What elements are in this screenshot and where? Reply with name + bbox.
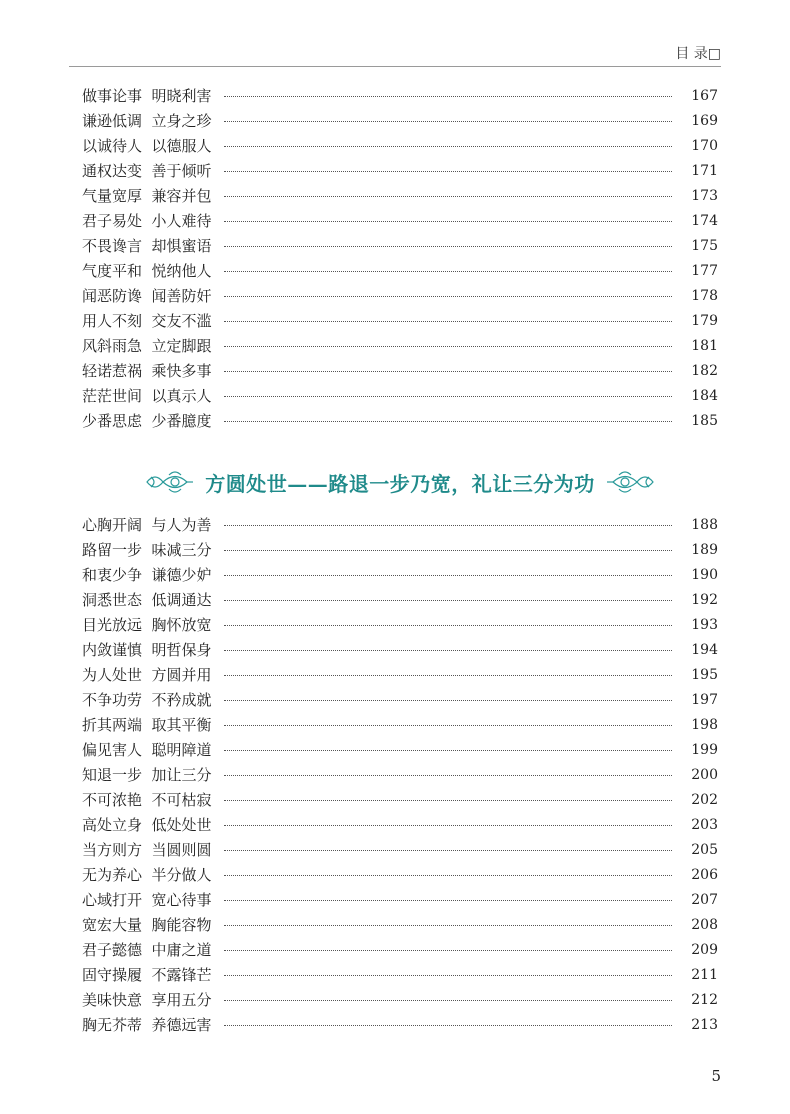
toc-entry-title: 目光放远 胸怀放宽 — [82, 616, 212, 634]
toc-entry-page: 198 — [691, 716, 718, 733]
toc-entry[interactable] — [82, 208, 718, 233]
toc-entry[interactable] — [82, 1012, 718, 1037]
dot-leader — [224, 146, 672, 147]
toc-entry[interactable] — [82, 712, 718, 737]
toc-entry-title: 做事论事 明晓利害 — [82, 87, 212, 105]
toc-entry-title: 气度平和 悦纳他人 — [82, 262, 212, 280]
toc-entry[interactable] — [82, 233, 718, 258]
toc-entry-page: 208 — [691, 916, 718, 933]
toc-entry-page: 212 — [691, 991, 718, 1008]
toc-entry[interactable] — [82, 837, 718, 862]
dot-leader — [224, 825, 672, 826]
dot-leader — [224, 775, 672, 776]
toc-entry[interactable] — [82, 887, 718, 912]
toc-entry-page: 193 — [691, 616, 718, 633]
toc-entry-title: 当方则方 当圆则圆 — [82, 841, 212, 859]
dot-leader — [224, 396, 672, 397]
section-title: 方圆处世——路退一步乃宽，礼让三分为功 — [205, 471, 595, 496]
toc-entry-title: 心胸开阔 与人为善 — [82, 516, 212, 534]
dot-leader — [224, 575, 672, 576]
toc-entry-title: 用人不刻 交友不滥 — [82, 312, 212, 330]
chapter-mark: 目 录□ — [675, 46, 721, 62]
toc-entry[interactable] — [82, 912, 718, 937]
scroll-ornament-icon — [605, 469, 655, 495]
toc-entry-page: 202 — [691, 791, 718, 808]
toc-entry-page: 178 — [691, 287, 718, 304]
dot-leader — [224, 121, 672, 122]
toc-entry-title: 无为养心 半分做人 — [82, 866, 212, 884]
toc-entry-title: 高处立身 低处处世 — [82, 816, 212, 834]
toc-entry-title: 通权达变 善于倾听 — [82, 162, 212, 180]
dot-leader — [224, 1000, 672, 1001]
dot-leader — [224, 850, 672, 851]
toc-entry-page: 181 — [691, 337, 718, 354]
toc-entry-page: 199 — [691, 741, 718, 758]
toc-entry-title: 君子懿德 中庸之道 — [82, 941, 212, 959]
toc-entry-title: 茫茫世间 以真示人 — [82, 387, 212, 405]
dot-leader — [224, 371, 672, 372]
dot-leader — [224, 525, 672, 526]
dot-leader — [224, 625, 672, 626]
toc-entry-page: 190 — [691, 566, 718, 583]
toc-entry[interactable] — [82, 358, 718, 383]
page-number: 5 — [711, 1067, 721, 1085]
toc-entry-page: 188 — [691, 516, 718, 533]
toc-entry[interactable] — [82, 862, 718, 887]
toc-entry[interactable] — [82, 133, 718, 158]
toc-entry-page: 184 — [691, 387, 718, 404]
section-heading — [82, 458, 718, 506]
toc-entry-title: 少番思虑 少番臆度 — [82, 412, 212, 430]
toc-entry-title: 为人处世 方圆并用 — [82, 666, 212, 684]
dot-leader — [224, 346, 672, 347]
toc-entry[interactable] — [82, 762, 718, 787]
toc-entry-page: 175 — [691, 237, 718, 254]
toc-entry-page: 209 — [691, 941, 718, 958]
toc-entry-title: 以诚待人 以德服人 — [82, 137, 212, 155]
toc-entry-title: 美味快意 享用五分 — [82, 991, 212, 1009]
toc-entry-title: 内敛谨慎 明哲保身 — [82, 641, 212, 659]
toc-entry-title: 知退一步 加让三分 — [82, 766, 212, 784]
toc-entry-page: 169 — [691, 112, 718, 129]
dot-leader — [224, 550, 672, 551]
toc-entry-title: 君子易处 小人难待 — [82, 212, 212, 230]
toc-entry-page: 194 — [691, 641, 718, 658]
dot-leader — [224, 271, 672, 272]
toc-entry-title: 风斜雨急 立定脚跟 — [82, 337, 212, 355]
toc-entry-title: 闻恶防谗 闻善防奸 — [82, 287, 212, 305]
toc-entry-title: 宽宏大量 胸能容物 — [82, 916, 212, 934]
toc-entry[interactable] — [82, 108, 718, 133]
toc-entry[interactable] — [82, 587, 718, 612]
toc-section-2 — [82, 512, 718, 1037]
toc-entry[interactable] — [82, 258, 718, 283]
toc-entry-page: 189 — [691, 541, 718, 558]
toc-entry[interactable] — [82, 308, 718, 333]
toc-entry-title: 偏见害人 聪明障道 — [82, 741, 212, 759]
header-rule — [69, 66, 721, 67]
dot-leader — [224, 1025, 672, 1026]
toc-section-1 — [82, 83, 718, 433]
toc-entry-page: 179 — [691, 312, 718, 329]
toc-entry[interactable] — [82, 183, 718, 208]
toc-entry-title: 路留一步 味减三分 — [82, 541, 212, 559]
toc-entry-page: 213 — [691, 1016, 718, 1033]
toc-entry-page: 167 — [691, 87, 718, 104]
dot-leader — [224, 750, 672, 751]
dot-leader — [224, 421, 672, 422]
toc-entry-page: 185 — [691, 412, 718, 429]
toc-entry[interactable] — [82, 83, 718, 108]
toc-entry-page: 197 — [691, 691, 718, 708]
dot-leader — [224, 296, 672, 297]
dot-leader — [224, 800, 672, 801]
toc-entry[interactable] — [82, 687, 718, 712]
toc-entry-page: 207 — [691, 891, 718, 908]
dot-leader — [224, 675, 672, 676]
toc-entry[interactable] — [82, 737, 718, 762]
dot-leader — [224, 96, 672, 97]
toc-entry[interactable] — [82, 512, 718, 537]
dot-leader — [224, 196, 672, 197]
toc-entry[interactable] — [82, 812, 718, 837]
dot-leader — [224, 900, 672, 901]
toc-entry-title: 气量宽厚 兼容并包 — [82, 187, 212, 205]
dot-leader — [224, 221, 672, 222]
toc-entry-title: 和衷少争 谦德少妒 — [82, 566, 212, 584]
scroll-ornament-icon — [145, 469, 195, 495]
toc-entry-page: 192 — [691, 591, 718, 608]
toc-entry-page: 200 — [691, 766, 718, 783]
toc-entry[interactable] — [82, 662, 718, 687]
toc-entry[interactable] — [82, 537, 718, 562]
toc-entry[interactable] — [82, 158, 718, 183]
toc-entry[interactable] — [82, 962, 718, 987]
toc-entry-page: 205 — [691, 841, 718, 858]
toc-entry-page: 170 — [691, 137, 718, 154]
dot-leader — [224, 975, 672, 976]
dot-leader — [224, 600, 672, 601]
dot-leader — [224, 725, 672, 726]
toc-entry-page: 206 — [691, 866, 718, 883]
toc-list — [82, 83, 718, 433]
toc-entry[interactable] — [82, 787, 718, 812]
toc-entry-title: 洞悉世态 低调通达 — [82, 591, 212, 609]
toc-entry-title: 不畏谗言 却惧蜜语 — [82, 237, 212, 255]
dot-leader — [224, 246, 672, 247]
toc-entry-title: 胸无芥蒂 养德远害 — [82, 1016, 212, 1034]
toc-entry-page: 173 — [691, 187, 718, 204]
toc-entry[interactable] — [82, 408, 718, 433]
dot-leader — [224, 925, 672, 926]
toc-entry-title: 不可浓艳 不可枯寂 — [82, 791, 212, 809]
dot-leader — [224, 650, 672, 651]
toc-entry-title: 固守操履 不露锋芒 — [82, 966, 212, 984]
dot-leader — [224, 700, 672, 701]
toc-entry[interactable] — [82, 283, 718, 308]
toc-list — [82, 512, 718, 1037]
toc-entry-title: 轻诺惹祸 乘快多事 — [82, 362, 212, 380]
toc-entry[interactable] — [82, 562, 718, 587]
toc-entry-title: 心域打开 宽心待事 — [82, 891, 212, 909]
toc-entry[interactable] — [82, 612, 718, 637]
toc-entry-title: 折其两端 取其平衡 — [82, 716, 212, 734]
toc-entry[interactable] — [82, 987, 718, 1012]
toc-entry[interactable] — [82, 637, 718, 662]
toc-entry-title: 不争功劳 不矜成就 — [82, 691, 212, 709]
toc-entry-page: 182 — [691, 362, 718, 379]
toc-entry[interactable] — [82, 937, 718, 962]
toc-entry-page: 211 — [691, 966, 718, 983]
dot-leader — [224, 321, 672, 322]
toc-entry-page: 195 — [691, 666, 718, 683]
toc-entry-title: 谦逊低调 立身之珍 — [82, 112, 212, 130]
toc-entry-page: 177 — [691, 262, 718, 279]
toc-entry[interactable] — [82, 383, 718, 408]
toc-entry-page: 171 — [691, 162, 718, 179]
toc-entry-page: 203 — [691, 816, 718, 833]
dot-leader — [224, 950, 672, 951]
toc-entry-page: 174 — [691, 212, 718, 229]
dot-leader — [224, 171, 672, 172]
toc-entry[interactable] — [82, 333, 718, 358]
dot-leader — [224, 875, 672, 876]
